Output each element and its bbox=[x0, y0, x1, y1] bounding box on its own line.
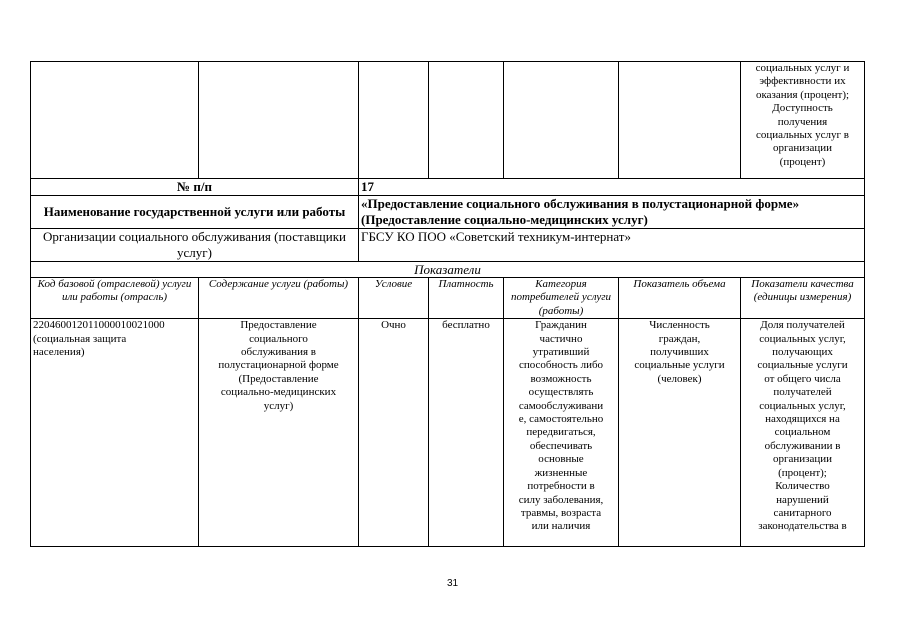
cell-empty bbox=[199, 62, 359, 179]
service-name-label: Наименование государственной услуги или работы bbox=[31, 196, 359, 229]
continuation-row bbox=[31, 62, 865, 179]
providers-value: ГБСУ КО ПОО «Советский техникум-интернат» bbox=[359, 229, 865, 262]
column-header: Условие bbox=[359, 278, 429, 319]
quality-indicator: Доля получателей социальных услуг, получающих социальные услуги от общего числа получателей социальных услуг, находящихся на социальном обслуживании в организации (процент); Количество нарушений санитарного законодательства в bbox=[741, 319, 865, 547]
table-row bbox=[31, 319, 865, 547]
num-value: 17 bbox=[359, 179, 865, 196]
page-number: 31 bbox=[446, 578, 459, 589]
cell-empty bbox=[429, 62, 504, 179]
service-name-row bbox=[31, 196, 865, 229]
num-row bbox=[31, 179, 865, 196]
column-header: Показатель объема bbox=[619, 278, 741, 319]
columns-header-row bbox=[31, 278, 865, 319]
quality-continuation: социальных услуг и эффективности их оказания (процент); Доступность получения социальных услуг в организации (процент) bbox=[741, 62, 865, 179]
column-header: Платность bbox=[429, 278, 504, 319]
service-content: Предоставление социального обслуживания в полустационарной форме (Предоставление социально-медицинских услуг) bbox=[199, 319, 359, 547]
cell-empty bbox=[31, 62, 199, 179]
providers-row bbox=[31, 229, 865, 262]
service-code: 220460012011000010021000 (социальная защита населения) bbox=[31, 319, 199, 547]
indicators-title: Показатели bbox=[31, 262, 865, 278]
service-payment: бесплатно bbox=[429, 319, 504, 547]
cell-empty bbox=[619, 62, 741, 179]
volume-indicator: Численность граждан, получивших социальные услуги (человек) bbox=[619, 319, 741, 547]
num-label: № п/п bbox=[31, 179, 359, 196]
service-condition: Очно bbox=[359, 319, 429, 547]
service-name-value: «Предоставление социального обслуживания в полустационарной форме» (Предоставление социально-медицинских услуг) bbox=[359, 196, 865, 229]
cell-empty bbox=[504, 62, 619, 179]
column-header: Категория потребителей услуги (работы) bbox=[504, 278, 619, 319]
cell-empty bbox=[359, 62, 429, 179]
indicators-title-row bbox=[31, 262, 865, 278]
column-header: Содержание услуги (работы) bbox=[199, 278, 359, 319]
service-table bbox=[30, 61, 865, 547]
providers-label: Организации социального обслуживания (поставщики услуг) bbox=[31, 229, 359, 262]
column-header: Показатели качества (единицы измерения) bbox=[741, 278, 865, 319]
consumer-category: Гражданин частично утративший способность либо возможность осуществлять самообслуживани е, самостоятельно передвигаться, обеспечивать основные жизненные потребности в силу заболевания, травмы, возраста или наличия bbox=[504, 319, 619, 547]
column-header: Код базовой (отраслевой) услуги или работы (отрасль) bbox=[31, 278, 199, 319]
